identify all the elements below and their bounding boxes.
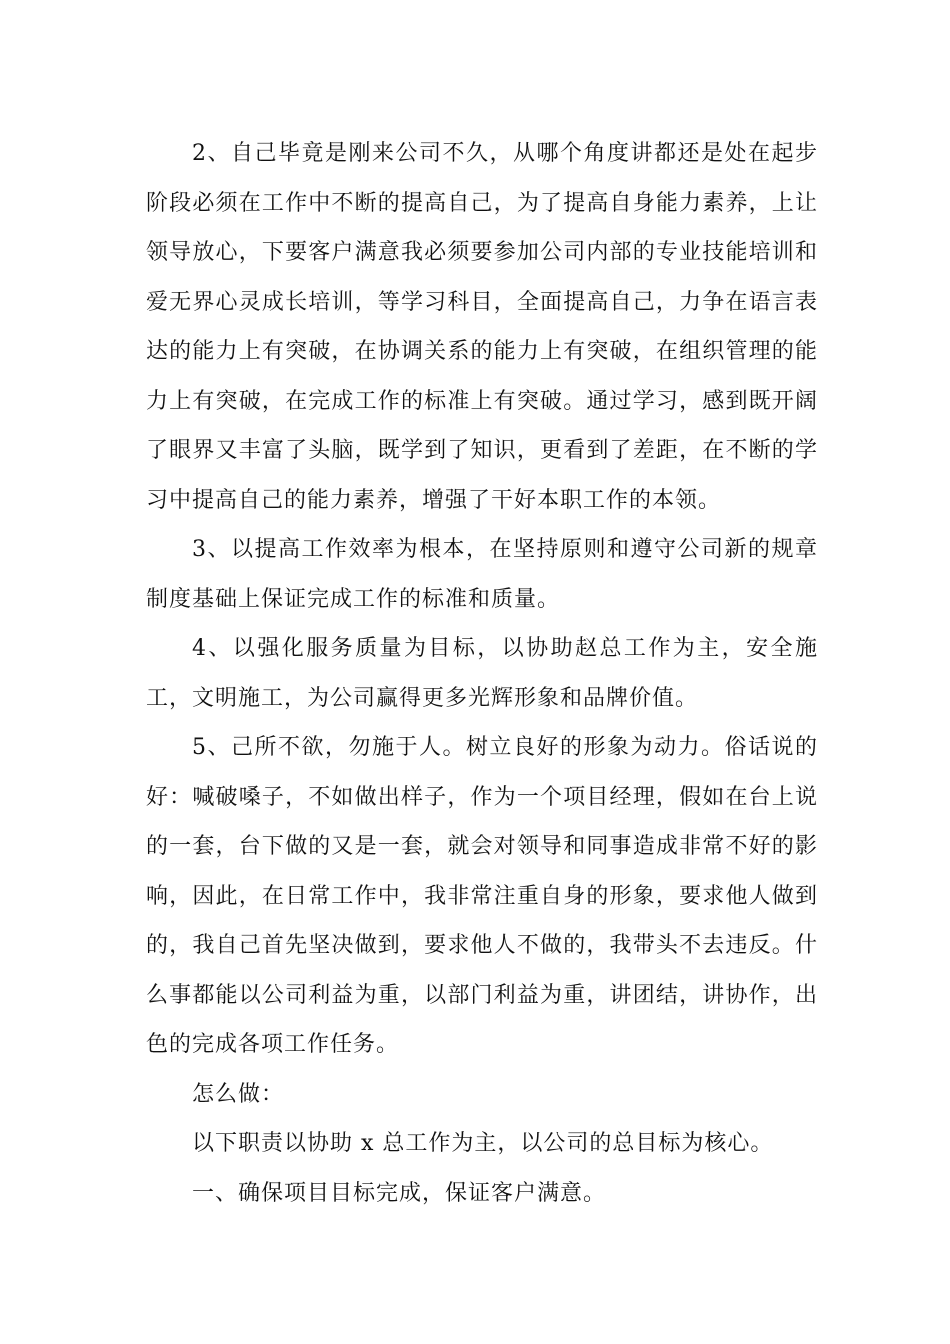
paragraph-how-to: 怎么做： xyxy=(192,1081,285,1107)
paragraph-3: 3、以提高工作效率为根本，在坚持原则和遵守公司新的规章制度基础上保证完成工作的标准和质量。 xyxy=(146,537,818,612)
paragraph-duties-intro: 以下职责以协助 x 总工作为主，以公司的总目标为核心。 xyxy=(192,1131,774,1156)
paragraph-section-one: 一、确保项目目标完成，保证客户满意。 xyxy=(192,1180,607,1206)
paragraph-4: 4、以强化服务质量为目标，以协助赵总工作为主，安全施工，文明施工，为公司赢得更多光辉形象和品牌价值。 xyxy=(146,636,818,711)
paragraph-5: 5、己所不欲，勿施于人。树立良好的形象为动力。俗话说的好：喊破嗓子，不如做出样子，作为一个项目经理，假如在台上说的一套，台下做的又是一套，就会对领导和同事造成非常不好的影响，因此，在日常工作中，我非常注重自身的形象，要求他人做到的，我自己首先坚决做到，要求他人不做的，我带头不去违反。什么事都能以公司利益为重，以部门利益为重，讲团结，讲协作，出色的完成各项工作任务。 xyxy=(146,735,818,1057)
paragraph-2: 2、自己毕竟是刚来公司不久，从哪个角度讲都还是处在起步阶段必须在工作中不断的提高自己，为了提高自身能力素养，上让领导放心，下要客户满意我必须要参加公司内部的专业技能培训和爱无界心灵成长培训，等学习科目，全面提高自己，力争在语言表达的能力上有突破，在协调关系的能力上有突破，在组织管理的能力上有突破，在完成工作的标准上有突破。通过学习，感到既开阔了眼界又丰富了头脑，既学到了知识，更看到了差距，在不断的学习中提高自己的能力素养，增强了干好本职工作的本领。 xyxy=(146,141,818,513)
document-body xyxy=(146,129,818,1218)
